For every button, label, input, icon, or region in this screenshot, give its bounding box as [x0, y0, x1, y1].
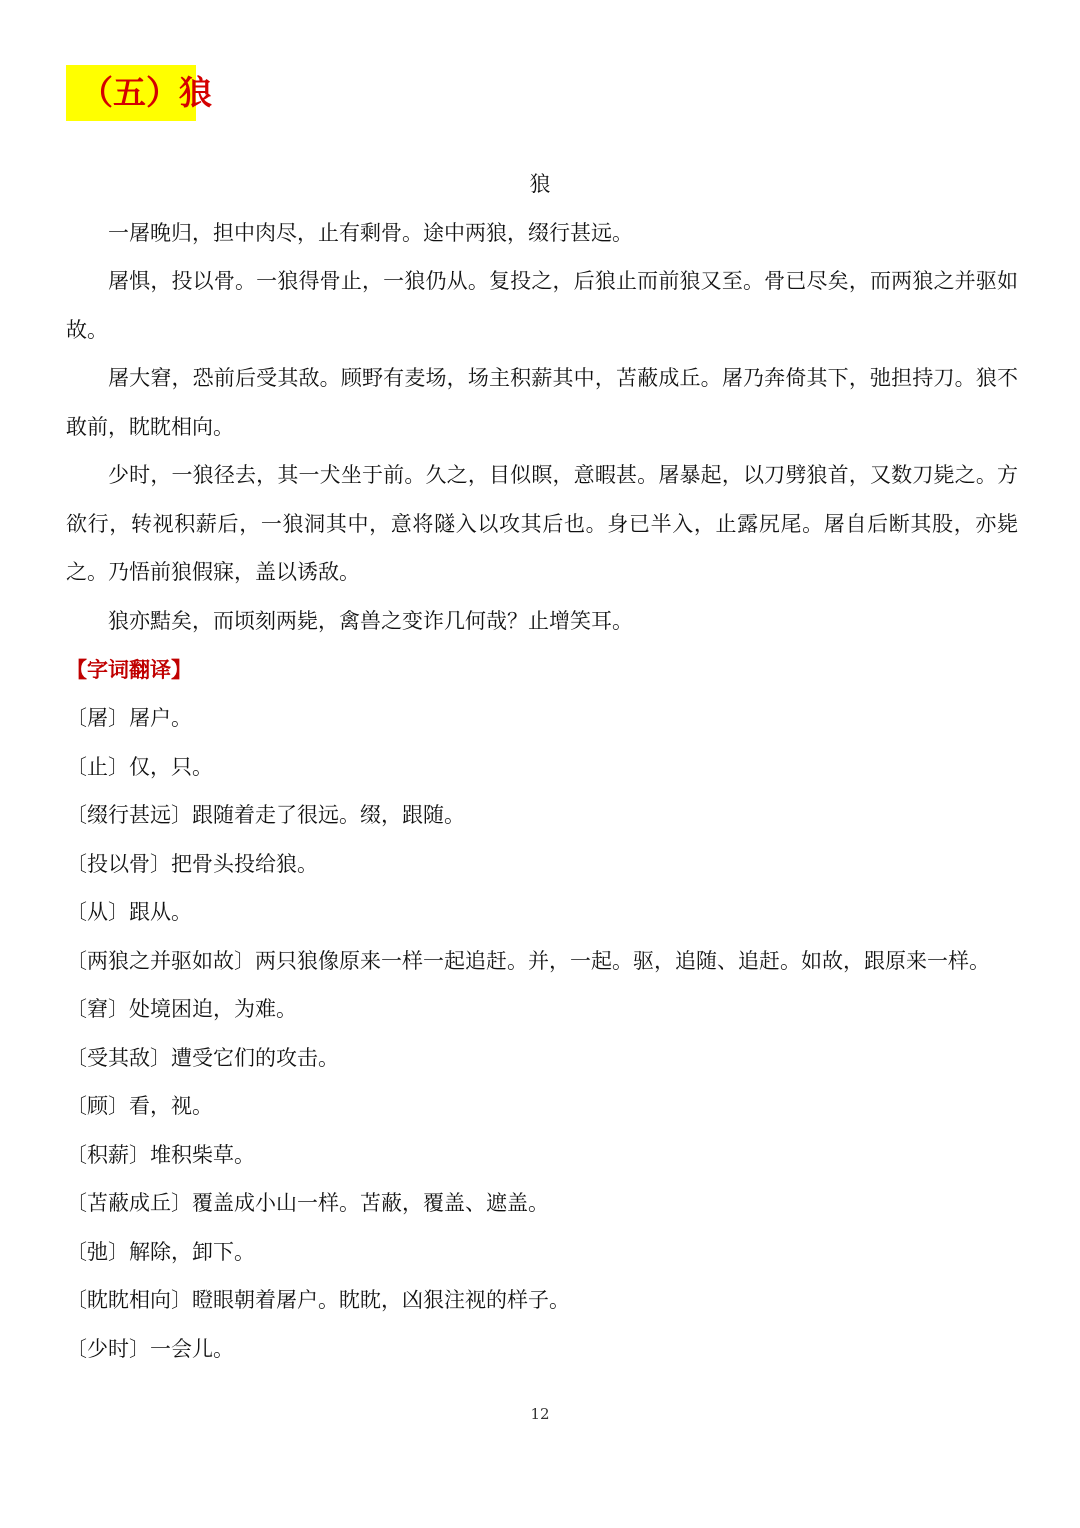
- gloss-item: 〔缀行甚远〕跟随着走了很远。缀，跟随。: [66, 803, 465, 827]
- paragraph-2: 屠惧，投以骨。一狼得骨止，一狼仍从。复投之，后狼止而前狼又至。骨已尽矣，而两狼之并驱如故。: [66, 269, 1018, 342]
- gloss-list: [66, 694, 1026, 1373]
- gloss-item: 〔从〕跟从。: [66, 900, 192, 924]
- gloss-item: 〔弛〕解除，卸下。: [66, 1239, 255, 1264]
- gloss-item: 〔受其敌〕遭受它们的攻击。: [66, 1045, 339, 1070]
- paragraph-3: 屠大窘，恐前后受其敌。顾野有麦场，场主积薪其中，苫蔽成丘。屠乃奔倚其下，弛担持刀。狼不敢前，眈眈相向。: [66, 366, 1018, 439]
- paragraph-4: 少时，一狼径去，其一犬坐于前。久之，目似瞑，意暇甚。屠暴起，以刀劈狼首，又数刀毙之。方欲行，转视积薪后，一狼洞其中，意将隧入以攻其后也。身已半入，止露尻尾。屠自后断其股，亦毙之。乃悟前狼假寐，盖以诱敌。: [66, 463, 1018, 584]
- paragraph-5: 狼亦黠矣，而顷刻两毙，禽兽之变诈几何哉？止增笑耳。: [108, 609, 633, 633]
- gloss-item: 〔眈眈相向〕瞪眼朝着屠户。眈眈，凶狠注视的样子。: [66, 1288, 570, 1312]
- gloss-item: 〔窘〕处境困迫，为难。: [66, 997, 297, 1021]
- poem-title: 狼: [529, 172, 551, 196]
- gloss-item: 〔积薪〕堆积柴草。: [66, 1142, 255, 1167]
- gloss-item: 〔止〕仅，只。: [66, 754, 213, 779]
- gloss-item: 〔屠〕屠户。: [66, 706, 192, 730]
- section-title-glossary: 【字词翻译】: [66, 658, 192, 682]
- page-number: 12: [530, 1405, 550, 1423]
- gloss-item: 〔投以骨〕把骨头投给狼。: [66, 851, 318, 876]
- gloss-item: 〔顾〕看，视。: [66, 1094, 213, 1118]
- paragraph-1: 一屠晚归，担中肉尽，止有剩骨。途中两狼，缀行甚远。: [108, 221, 633, 245]
- gloss-item: 〔少时〕一会儿。: [66, 1336, 234, 1361]
- section-heading: （五）狼: [66, 65, 196, 121]
- gloss-item: 〔两狼之并驱如故〕两只狼像原来一样一起追赶。并，一起。驱，追随、追赶。如故，跟原来一样。: [66, 948, 990, 973]
- gloss-item: 〔苫蔽成丘〕覆盖成小山一样。苫蔽，覆盖、遮盖。: [66, 1191, 549, 1215]
